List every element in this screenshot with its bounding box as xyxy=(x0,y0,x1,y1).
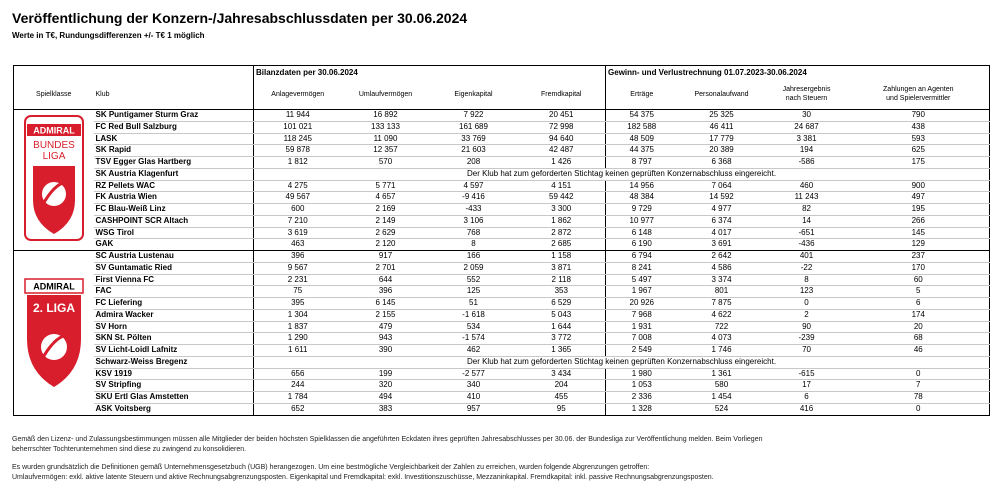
bilanz-group-header: Bilanzdaten per 30.06.2024 xyxy=(254,66,606,80)
personalaufwand-cell: 4 017 xyxy=(678,227,766,239)
anlagevermoegen-cell: 118 245 xyxy=(254,133,342,145)
eigenkapital-cell: 340 xyxy=(430,380,518,392)
fremdkapital-cell: 95 xyxy=(518,403,606,415)
fremdkapital-cell: 4 151 xyxy=(518,180,606,192)
fremdkapital-cell: 1 644 xyxy=(518,321,606,333)
financial-table xyxy=(13,65,990,416)
club-name: FC Red Bull Salzburg xyxy=(94,121,254,133)
col-header-anlagevermoegen: Anlagevermögen xyxy=(254,79,342,110)
ertraege-cell: 6 794 xyxy=(606,251,678,263)
club-name: SKU Ertl Glas Amstetten xyxy=(94,392,254,404)
anlagevermoegen-cell: 75 xyxy=(254,286,342,298)
club-name: CASHPOINT SCR Altach xyxy=(94,215,254,227)
club-name: KSV 1919 xyxy=(94,368,254,380)
jahresergebnis-cell: -615 xyxy=(766,368,848,380)
jahresergebnis-cell: 6 xyxy=(766,392,848,404)
zahlungen-cell: 6 xyxy=(848,298,990,310)
ertraege-cell: 48 509 xyxy=(606,133,678,145)
anlagevermoegen-cell: 9 567 xyxy=(254,262,342,274)
page-title: Veröffentlichung der Konzern-/Jahresabschlussdaten per 30.06.2024 xyxy=(12,10,468,26)
table-row xyxy=(14,204,990,216)
ertraege-cell: 10 977 xyxy=(606,215,678,227)
footer-paragraph-1: Gemäß den Lizenz- und Zulassungsbestimmungen müssen alle Mitglieder der beiden höchsten Spielklassen die angeführten Eckdaten ihres geprüften Jahresabschlusses per 30.06. der Bundesliga zur Veröffentlichung melden. Beim Vorliegen beherrschter Tochterunternehmen sind diese zu zwingend zu konsolidieren. xyxy=(12,436,763,453)
anlagevermoegen-cell: 652 xyxy=(254,403,342,415)
club-name: WSG Tirol xyxy=(94,227,254,239)
no-data-message: Der Klub hat zum geforderten Stichtag keinen geprüften Konzernabschluss eingereicht. xyxy=(254,168,990,180)
umlaufvermoegen-cell: 4 657 xyxy=(342,192,430,204)
bundesliga-logo-line1: BUNDES xyxy=(32,140,75,152)
jahresergebnis-cell: 14 xyxy=(766,215,848,227)
zahlungen-cell: 438 xyxy=(848,121,990,133)
fremdkapital-cell: 20 451 xyxy=(518,110,606,122)
table-row xyxy=(14,262,990,274)
anlagevermoegen-cell: 244 xyxy=(254,380,342,392)
personalaufwand-cell: 3 691 xyxy=(678,239,766,251)
jahresergebnis-cell: 70 xyxy=(766,345,848,357)
eigenkapital-cell: -1 574 xyxy=(430,333,518,345)
bundesliga-rows xyxy=(14,110,990,251)
liga2-logo-brand: ADMIRAL xyxy=(33,281,75,292)
umlaufvermoegen-cell: 396 xyxy=(342,286,430,298)
col-header-spielklasse: Spielklasse xyxy=(14,79,94,110)
anlagevermoegen-cell: 1 812 xyxy=(254,157,342,169)
ertraege-cell: 1 967 xyxy=(606,286,678,298)
table-row xyxy=(14,356,990,368)
table-row xyxy=(14,215,990,227)
club-name: First Vienna FC xyxy=(94,274,254,286)
table-row xyxy=(14,298,990,310)
club-name: RZ Pellets WAC xyxy=(94,180,254,192)
table-row xyxy=(14,157,990,169)
personalaufwand-cell: 1 746 xyxy=(678,345,766,357)
umlaufvermoegen-cell: 2 149 xyxy=(342,215,430,227)
personalaufwand-cell: 6 368 xyxy=(678,157,766,169)
anlagevermoegen-cell: 395 xyxy=(254,298,342,310)
zahlungen-cell: 175 xyxy=(848,157,990,169)
personalaufwand-cell: 4 622 xyxy=(678,309,766,321)
personalaufwand-cell: 3 374 xyxy=(678,274,766,286)
eigenkapital-cell: 3 106 xyxy=(430,215,518,227)
fremdkapital-cell: 2 118 xyxy=(518,274,606,286)
fremdkapital-cell: 94 640 xyxy=(518,133,606,145)
club-name: Admira Wacker xyxy=(94,309,254,321)
personalaufwand-cell: 7 875 xyxy=(678,298,766,310)
ertraege-cell: 7 968 xyxy=(606,309,678,321)
personalaufwand-cell: 801 xyxy=(678,286,766,298)
ertraege-cell: 5 497 xyxy=(606,274,678,286)
table-row xyxy=(14,168,990,180)
col-header-zahlungen: Zahlungen an Agenten und Spielervermittler xyxy=(848,79,990,110)
jahresergebnis-cell: 401 xyxy=(766,251,848,263)
zahlungen-cell: 790 xyxy=(848,110,990,122)
fremdkapital-cell: 2 872 xyxy=(518,227,606,239)
ertraege-cell: 1 980 xyxy=(606,368,678,380)
personalaufwand-cell: 4 073 xyxy=(678,333,766,345)
personalaufwand-cell: 4 977 xyxy=(678,204,766,216)
personalaufwand-cell: 14 592 xyxy=(678,192,766,204)
umlaufvermoegen-cell: 2 701 xyxy=(342,262,430,274)
umlaufvermoegen-cell: 2 629 xyxy=(342,227,430,239)
jahresergebnis-cell: 82 xyxy=(766,204,848,216)
jahresergebnis-cell: 11 243 xyxy=(766,192,848,204)
fremdkapital-cell: 1 158 xyxy=(518,251,606,263)
table-row xyxy=(14,192,990,204)
jahresergebnis-cell: -586 xyxy=(766,157,848,169)
liga2-rows xyxy=(14,251,990,416)
zahlungen-cell: 170 xyxy=(848,262,990,274)
personalaufwand-cell: 2 642 xyxy=(678,251,766,263)
table-row xyxy=(14,227,990,239)
fremdkapital-cell: 3 871 xyxy=(518,262,606,274)
club-name: GAK xyxy=(94,239,254,251)
personalaufwand-cell: 46 411 xyxy=(678,121,766,133)
club-name: FAC xyxy=(94,286,254,298)
table-row xyxy=(14,121,990,133)
page-subtitle: Werte in T€, Rundungsdifferenzen +/- T€ 1 möglich xyxy=(12,31,205,40)
jahresergebnis-cell: 460 xyxy=(766,180,848,192)
anlagevermoegen-cell: 11 944 xyxy=(254,110,342,122)
zahlungen-cell: 129 xyxy=(848,239,990,251)
no-data-message: Der Klub hat zum geforderten Stichtag keinen geprüften Konzernabschluss eingereicht. xyxy=(254,356,990,368)
fremdkapital-cell: 72 998 xyxy=(518,121,606,133)
zahlungen-cell: 0 xyxy=(848,403,990,415)
club-name: FC Liefering xyxy=(94,298,254,310)
eigenkapital-cell: 166 xyxy=(430,251,518,263)
eigenkapital-cell: 125 xyxy=(430,286,518,298)
umlaufvermoegen-cell: 479 xyxy=(342,321,430,333)
jahresergebnis-cell: -22 xyxy=(766,262,848,274)
zahlungen-cell: 46 xyxy=(848,345,990,357)
umlaufvermoegen-cell: 11 090 xyxy=(342,133,430,145)
footer-paragraph-2: Es wurden grundsätzlich die Definitionen gemäß Unternehmensgesetzbuch (UGB) herangezogen. Um eine bestmögliche Vergleichbarkeit der Zahlen zu erreichen, wurden folgende Abgrenzungen getroffen: Umlaufvermögen: exkl. aktive latente Steuern und aktive Rechnungsabgrenzungsposten. Eigenkapital und Fremdkapital: exkl. Investitionszuschüsse, Mezzaninkapital. Fremdkapital: inkl. passive Rechnungsabgrenzungsposten. xyxy=(12,464,714,481)
ertraege-cell: 2 549 xyxy=(606,345,678,357)
ertraege-cell: 8 797 xyxy=(606,157,678,169)
ertraege-cell: 48 384 xyxy=(606,192,678,204)
table-row xyxy=(14,380,990,392)
eigenkapital-cell: -1 618 xyxy=(430,309,518,321)
umlaufvermoegen-cell: 2 169 xyxy=(342,204,430,216)
umlaufvermoegen-cell: 6 145 xyxy=(342,298,430,310)
umlaufvermoegen-cell: 320 xyxy=(342,380,430,392)
club-name: SV Stripfing xyxy=(94,380,254,392)
club-name: SV Horn xyxy=(94,321,254,333)
col-header-fremdkapital: Fremdkapital xyxy=(518,79,606,110)
jahresergebnis-cell: 24 687 xyxy=(766,121,848,133)
eigenkapital-cell: 410 xyxy=(430,392,518,404)
jahresergebnis-cell: -239 xyxy=(766,333,848,345)
table-row xyxy=(14,180,990,192)
bundesliga-logo xyxy=(23,114,85,242)
fremdkapital-cell: 3 300 xyxy=(518,204,606,216)
eigenkapital-cell: 161 689 xyxy=(430,121,518,133)
anlagevermoegen-cell: 4 275 xyxy=(254,180,342,192)
ertraege-cell: 182 588 xyxy=(606,121,678,133)
liga2-logo xyxy=(23,265,85,397)
ertraege-cell: 1 931 xyxy=(606,321,678,333)
eigenkapital-cell: 4 597 xyxy=(430,180,518,192)
umlaufvermoegen-cell: 570 xyxy=(342,157,430,169)
anlagevermoegen-cell: 1 290 xyxy=(254,333,342,345)
jahresergebnis-cell: 0 xyxy=(766,298,848,310)
anlagevermoegen-cell: 101 021 xyxy=(254,121,342,133)
ertraege-cell: 20 926 xyxy=(606,298,678,310)
col-header-personalaufwand: Personalaufwand xyxy=(678,79,766,110)
ertraege-cell: 8 241 xyxy=(606,262,678,274)
fremdkapital-cell: 2 685 xyxy=(518,239,606,251)
jahresergebnis-cell: 8 xyxy=(766,274,848,286)
fremdkapital-cell: 1 365 xyxy=(518,345,606,357)
club-name: SV Guntamatic Ried xyxy=(94,262,254,274)
zahlungen-cell: 497 xyxy=(848,192,990,204)
ertraege-cell: 54 375 xyxy=(606,110,678,122)
guv-group-header: Gewinn- und Verlustrechnung 01.07.2023-30.06.2024 xyxy=(606,66,990,80)
col-header-umlaufvermoegen: Umlaufvermögen xyxy=(342,79,430,110)
zahlungen-cell: 78 xyxy=(848,392,990,404)
zahlungen-cell: 60 xyxy=(848,274,990,286)
eigenkapital-cell: -433 xyxy=(430,204,518,216)
eigenkapital-cell: 957 xyxy=(430,403,518,415)
liga2-logo-line1: 2. LIGA xyxy=(32,300,75,315)
personalaufwand-cell: 1 361 xyxy=(678,368,766,380)
umlaufvermoegen-cell: 644 xyxy=(342,274,430,286)
zahlungen-cell: 20 xyxy=(848,321,990,333)
zahlungen-cell: 593 xyxy=(848,133,990,145)
club-name: TSV Egger Glas Hartberg xyxy=(94,157,254,169)
table-row xyxy=(14,133,990,145)
ertraege-cell: 1 053 xyxy=(606,380,678,392)
zahlungen-cell: 0 xyxy=(848,368,990,380)
club-name: SV Licht-Loidl Lafnitz xyxy=(94,345,254,357)
column-header-row xyxy=(14,79,990,110)
table-row xyxy=(14,286,990,298)
umlaufvermoegen-cell: 12 357 xyxy=(342,145,430,157)
anlagevermoegen-cell: 3 619 xyxy=(254,227,342,239)
zahlungen-cell: 900 xyxy=(848,180,990,192)
zahlungen-cell: 145 xyxy=(848,227,990,239)
eigenkapital-cell: 51 xyxy=(430,298,518,310)
bundesliga-logo-line2: LIGA xyxy=(42,151,66,163)
table-row xyxy=(14,345,990,357)
eigenkapital-cell: 2 059 xyxy=(430,262,518,274)
table-row xyxy=(14,368,990,380)
personalaufwand-cell: 1 454 xyxy=(678,392,766,404)
jahresergebnis-cell: 90 xyxy=(766,321,848,333)
fremdkapital-cell: 3 434 xyxy=(518,368,606,380)
ertraege-cell: 44 375 xyxy=(606,145,678,157)
eigenkapital-cell: 33 769 xyxy=(430,133,518,145)
umlaufvermoegen-cell: 494 xyxy=(342,392,430,404)
club-name: SK Rapid xyxy=(94,145,254,157)
table-row xyxy=(14,110,990,122)
umlaufvermoegen-cell: 2 155 xyxy=(342,309,430,321)
fremdkapital-cell: 1 862 xyxy=(518,215,606,227)
anlagevermoegen-cell: 1 611 xyxy=(254,345,342,357)
jahresergebnis-cell: 194 xyxy=(766,145,848,157)
fremdkapital-cell: 59 442 xyxy=(518,192,606,204)
club-name: SK Puntigamer Sturm Graz xyxy=(94,110,254,122)
personalaufwand-cell: 20 389 xyxy=(678,145,766,157)
eigenkapital-cell: -9 416 xyxy=(430,192,518,204)
club-name: LASK xyxy=(94,133,254,145)
anlagevermoegen-cell: 7 210 xyxy=(254,215,342,227)
col-header-jahresergebnis: Jahresergebnis nach Steuern xyxy=(766,79,848,110)
table-row xyxy=(14,333,990,345)
jahresergebnis-cell: 123 xyxy=(766,286,848,298)
ertraege-cell: 2 336 xyxy=(606,392,678,404)
club-name: ASK Voitsberg xyxy=(94,403,254,415)
umlaufvermoegen-cell: 5 771 xyxy=(342,180,430,192)
eigenkapital-cell: 552 xyxy=(430,274,518,286)
table-row xyxy=(14,145,990,157)
anlagevermoegen-cell: 1 784 xyxy=(254,392,342,404)
personalaufwand-cell: 4 586 xyxy=(678,262,766,274)
personalaufwand-cell: 6 374 xyxy=(678,215,766,227)
fremdkapital-cell: 6 529 xyxy=(518,298,606,310)
jahresergebnis-cell: 30 xyxy=(766,110,848,122)
jahresergebnis-cell: 2 xyxy=(766,309,848,321)
personalaufwand-cell: 722 xyxy=(678,321,766,333)
jahresergebnis-cell: -651 xyxy=(766,227,848,239)
anlagevermoegen-cell: 463 xyxy=(254,239,342,251)
jahresergebnis-cell: 17 xyxy=(766,380,848,392)
table-row xyxy=(14,309,990,321)
table-row xyxy=(14,392,990,404)
personalaufwand-cell: 17 779 xyxy=(678,133,766,145)
ertraege-cell: 1 328 xyxy=(606,403,678,415)
umlaufvermoegen-cell: 199 xyxy=(342,368,430,380)
eigenkapital-cell: 21 603 xyxy=(430,145,518,157)
club-name: SKN St. Pölten xyxy=(94,333,254,345)
personalaufwand-cell: 7 064 xyxy=(678,180,766,192)
umlaufvermoegen-cell: 16 892 xyxy=(342,110,430,122)
anlagevermoegen-cell: 1 304 xyxy=(254,309,342,321)
zahlungen-cell: 237 xyxy=(848,251,990,263)
eigenkapital-cell: -2 577 xyxy=(430,368,518,380)
col-header-ertraege: Erträge xyxy=(606,79,678,110)
fremdkapital-cell: 5 043 xyxy=(518,309,606,321)
fremdkapital-cell: 42 487 xyxy=(518,145,606,157)
fremdkapital-cell: 204 xyxy=(518,380,606,392)
personalaufwand-cell: 524 xyxy=(678,403,766,415)
table-row xyxy=(14,321,990,333)
fremdkapital-cell: 353 xyxy=(518,286,606,298)
ertraege-cell: 9 729 xyxy=(606,204,678,216)
anlagevermoegen-cell: 2 231 xyxy=(254,274,342,286)
table-row xyxy=(14,274,990,286)
fremdkapital-cell: 1 426 xyxy=(518,157,606,169)
zahlungen-cell: 7 xyxy=(848,380,990,392)
col-header-klub: Klub xyxy=(94,79,254,110)
zahlungen-cell: 625 xyxy=(848,145,990,157)
zahlungen-cell: 266 xyxy=(848,215,990,227)
ertraege-cell: 6 148 xyxy=(606,227,678,239)
zahlungen-cell: 5 xyxy=(848,286,990,298)
umlaufvermoegen-cell: 390 xyxy=(342,345,430,357)
anlagevermoegen-cell: 600 xyxy=(254,204,342,216)
ertraege-cell: 7 008 xyxy=(606,333,678,345)
anlagevermoegen-cell: 1 837 xyxy=(254,321,342,333)
umlaufvermoegen-cell: 943 xyxy=(342,333,430,345)
club-name: Schwarz-Weiss Bregenz xyxy=(94,356,254,368)
zahlungen-cell: 68 xyxy=(848,333,990,345)
eigenkapital-cell: 462 xyxy=(430,345,518,357)
jahresergebnis-cell: -436 xyxy=(766,239,848,251)
bundesliga-logo-cell xyxy=(14,110,94,251)
umlaufvermoegen-cell: 133 133 xyxy=(342,121,430,133)
group-header-row xyxy=(14,66,990,80)
jahresergebnis-cell: 3 381 xyxy=(766,133,848,145)
eigenkapital-cell: 7 922 xyxy=(430,110,518,122)
table-row xyxy=(14,239,990,251)
anlagevermoegen-cell: 396 xyxy=(254,251,342,263)
jahresergebnis-cell: 416 xyxy=(766,403,848,415)
liga2-logo-cell xyxy=(14,251,94,416)
eigenkapital-cell: 534 xyxy=(430,321,518,333)
bundesliga-logo-brand: ADMIRAL xyxy=(33,125,75,136)
personalaufwand-cell: 580 xyxy=(678,380,766,392)
anlagevermoegen-cell: 49 567 xyxy=(254,192,342,204)
ertraege-cell: 14 956 xyxy=(606,180,678,192)
umlaufvermoegen-cell: 917 xyxy=(342,251,430,263)
club-name: FK Austria Wien xyxy=(94,192,254,204)
personalaufwand-cell: 25 325 xyxy=(678,110,766,122)
umlaufvermoegen-cell: 383 xyxy=(342,403,430,415)
club-name: SK Austria Klagenfurt xyxy=(94,168,254,180)
fremdkapital-cell: 3 772 xyxy=(518,333,606,345)
fremdkapital-cell: 455 xyxy=(518,392,606,404)
zahlungen-cell: 195 xyxy=(848,204,990,216)
col-header-eigenkapital: Eigenkapital xyxy=(430,79,518,110)
eigenkapital-cell: 208 xyxy=(430,157,518,169)
eigenkapital-cell: 8 xyxy=(430,239,518,251)
club-name: SC Austria Lustenau xyxy=(94,251,254,263)
eigenkapital-cell: 768 xyxy=(430,227,518,239)
anlagevermoegen-cell: 59 878 xyxy=(254,145,342,157)
table-row xyxy=(14,403,990,415)
ertraege-cell: 6 190 xyxy=(606,239,678,251)
club-name: FC Blau-Weiß Linz xyxy=(94,204,254,216)
anlagevermoegen-cell: 656 xyxy=(254,368,342,380)
table-row xyxy=(14,251,990,263)
zahlungen-cell: 174 xyxy=(848,309,990,321)
umlaufvermoegen-cell: 2 120 xyxy=(342,239,430,251)
